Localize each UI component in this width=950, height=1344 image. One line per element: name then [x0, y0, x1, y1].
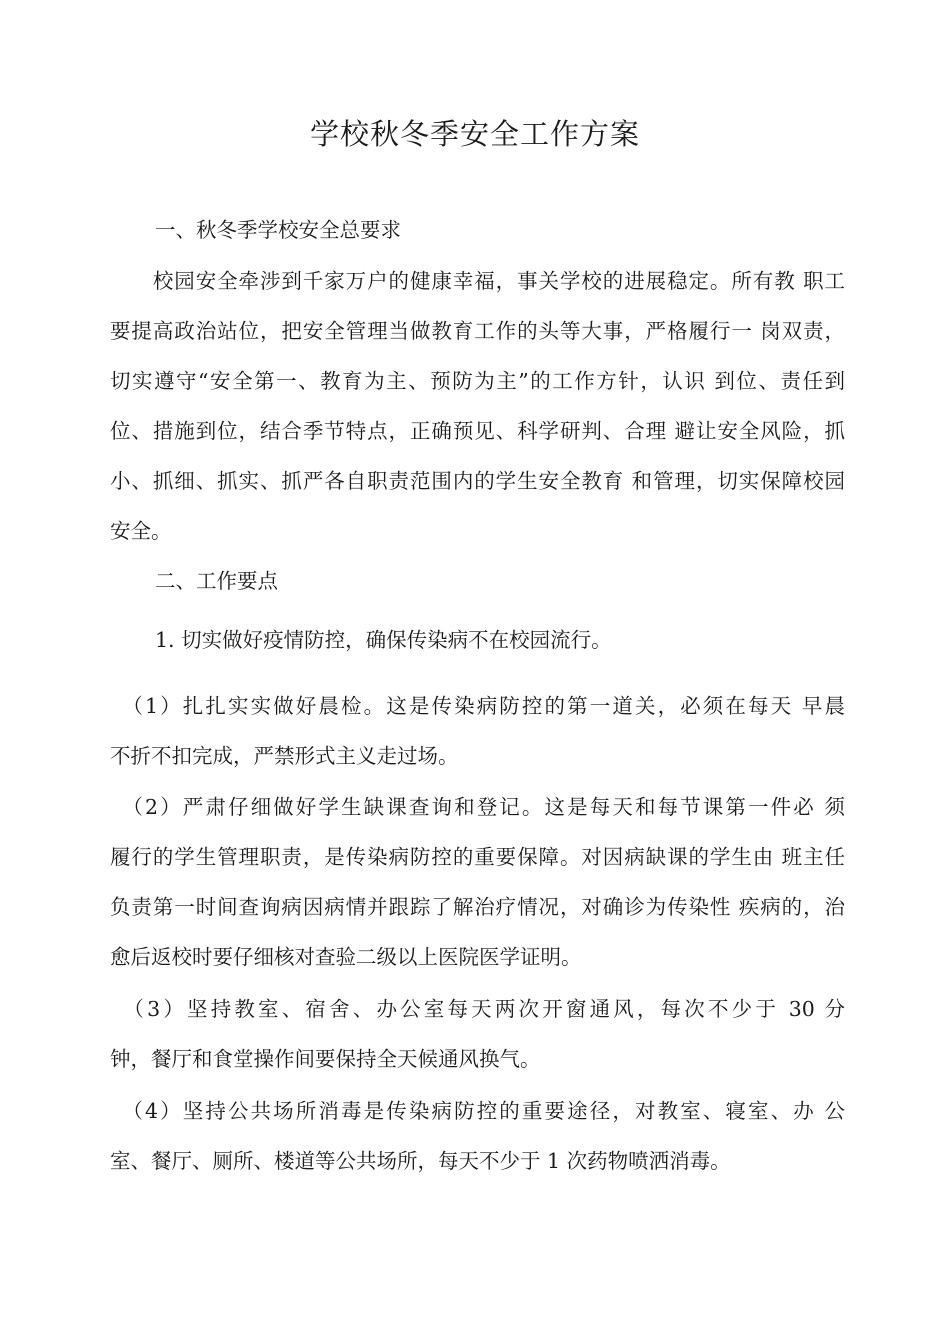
paragraph-line: 切实遵守“安全第一、教育为主、预防为主”的工作方针，认识 到位、责任到	[110, 369, 845, 393]
paragraph-line: 要提高政治站位，把安全管理当做教育工作的头等大事，严格履行一 岗双责，	[110, 319, 845, 343]
item-line: （1）扎扎实实做好晨检。这是传染病防控的第一道关，必须在每天 早晨	[110, 694, 845, 718]
paragraph-line: 位、措施到位，结合季节特点，正确预见、科学研判、合理 避让安全风险，抓	[110, 419, 845, 443]
document-title: 学校秋冬季安全工作方案	[309, 117, 640, 151]
item-line: （3）坚持教室、宿舍、办公室每天两次开窗通风，每次不少于 30 分	[110, 997, 845, 1021]
item-line: 室、餐厅、厕所、楼道等公共场所，每天不少于 1 次药物喷洒消毒。	[110, 1149, 731, 1173]
item-line: （4）坚持公共场所消毒是传染病防控的重要途径，对教室、寝室、办 公	[110, 1099, 845, 1123]
item-line: 负责第一时间查询病因病情并跟踪了解治疗情况，对确诊为传染性 疾病的，治	[110, 895, 845, 919]
item-line: 愈后返校时要仔细核对查验二级以上医院医学证明。	[110, 945, 582, 969]
item-line: 钟，餐厅和食堂操作间要保持全天候通风换气。	[110, 1047, 541, 1071]
paragraph-line: 小、抓细、抓实、抓严各自职责范围内的学生安全教育 和管理，切实保障校园	[110, 469, 845, 493]
item-line: （2）严肃仔细做好学生缺课查询和登记。这是每天和每节课第一件必 须	[110, 795, 845, 819]
item-line: 不折不扣完成，严禁形式主义走过场。	[110, 744, 459, 768]
section-heading-1: 一、秋冬季学校安全总要求	[155, 218, 401, 242]
section-heading-2: 二、工作要点	[155, 569, 278, 593]
paragraph-line: 校园安全牵涉到千家万户的健康幸福，事关学校的进展稳定。所有教 职工	[110, 269, 845, 293]
item-line: 履行的学生管理职责，是传染病防控的重要保障。对因病缺课的学生由 班主任	[110, 845, 845, 869]
paragraph-line: 安全。	[110, 519, 172, 543]
point-heading-1: 1. 切实做好疫情防控，确保传染病不在校园流行。	[155, 628, 612, 652]
